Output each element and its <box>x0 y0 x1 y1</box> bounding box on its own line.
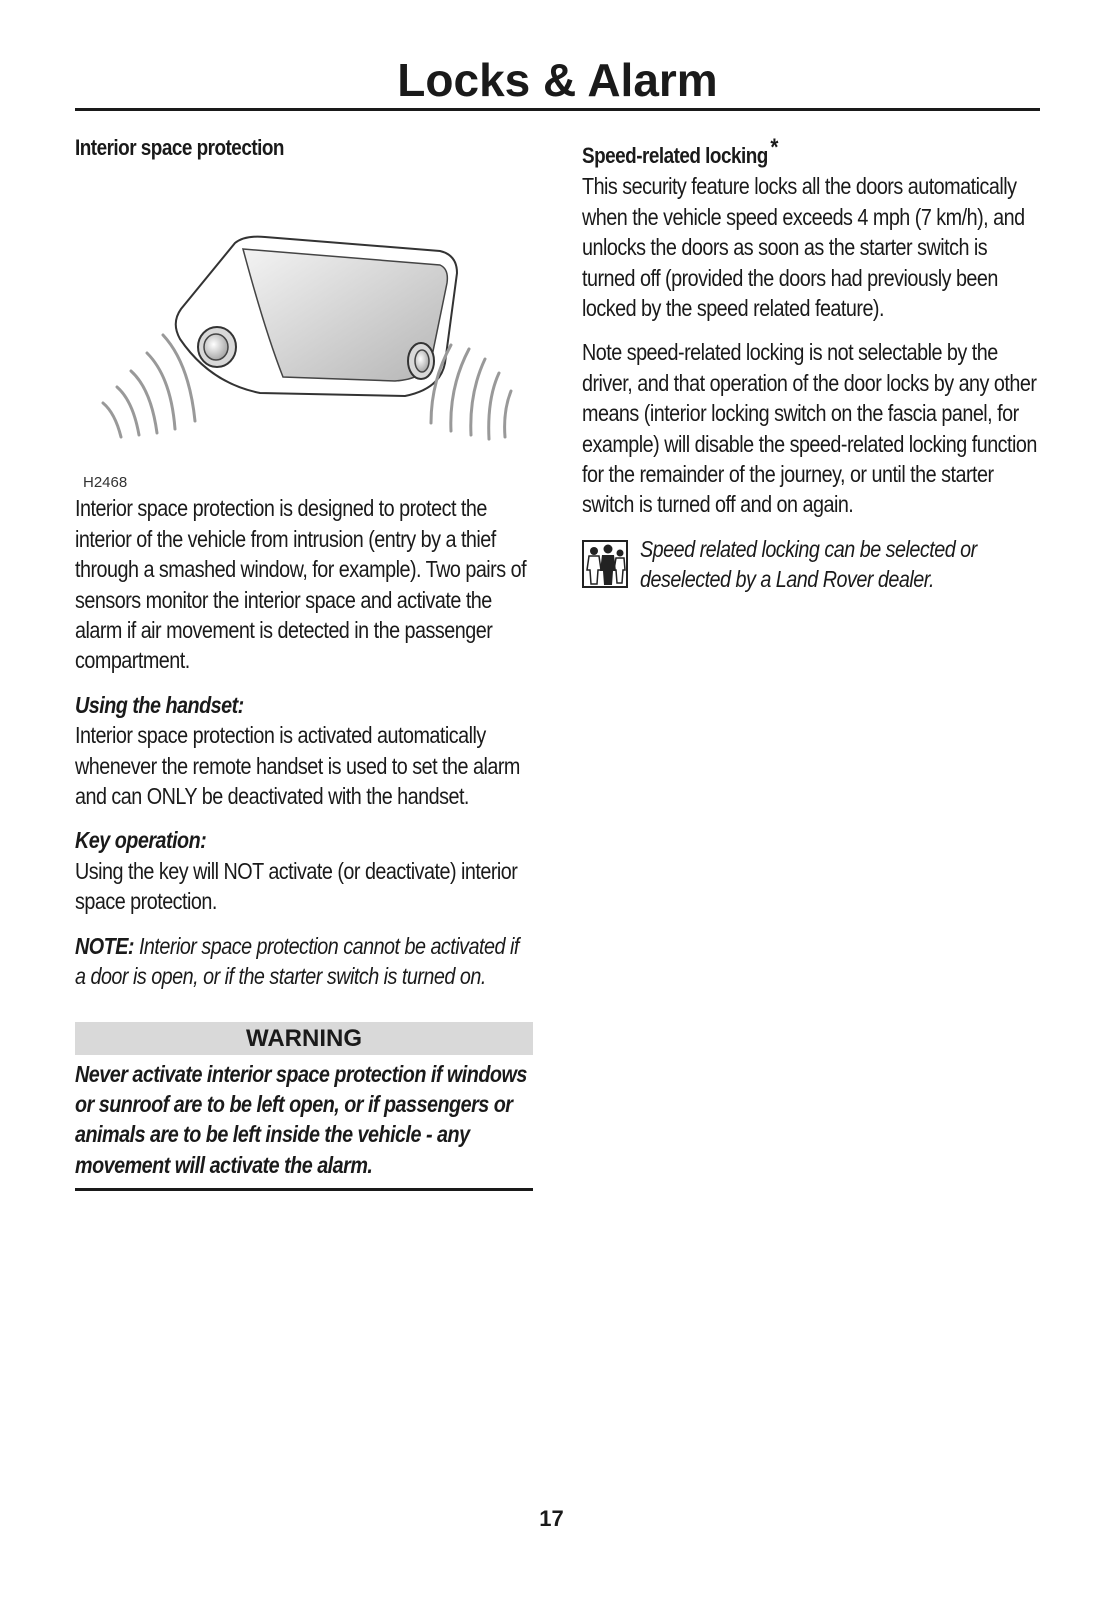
key-operation-paragraph: Using the key will NOT activate (or deactivate) interior space protection. <box>75 857 518 915</box>
title-divider <box>75 108 1040 111</box>
interior-sensor-illustration <box>85 211 525 451</box>
note-paragraph <box>75 931 534 992</box>
sensor-figure <box>75 163 535 493</box>
warning-text: Never activate interior space protection if windows or sunroof are to be left open, or if passengers or animals are to be left inside the vehicle - any movement will activate the alarm. <box>75 1060 527 1178</box>
speed-locking-heading <box>582 133 1041 171</box>
speed-locking-paragraph-2: Note speed-related locking is not selectable by the driver, and that operation of the door locks by any other means (interior locking switch on the fascia panel, for example) will disable the speed-related locking function for the remainder of the journey, or until the starter switch is turned off and on again. <box>582 339 1037 518</box>
dealer-note-text: Speed related locking can be selected or deselected by a Land Rover dealer. <box>640 535 977 593</box>
speed-locking-paragraph-1: This security feature locks all the doors automatically when the vehicle speed exceeds 4 mph (7 km/h), and unlocks the doors as soon as the starter switch is turned off (provided the doors had previously been locked by the speed related feature). <box>582 173 1025 322</box>
page-number: 17 <box>539 1506 564 1531</box>
intro-paragraph: Interior space protection is designed to protect the interior of the vehicle from intrusion (entry by a thief through a smashed window, for example). Two pairs of sensors monitor the interior space and activate the alarm if air movement is detected in the passenger compartment. <box>75 495 527 674</box>
heading-marker: * <box>770 134 778 161</box>
interior-space-heading: Interior space protection <box>75 135 284 160</box>
warning-divider <box>75 1188 533 1191</box>
figure-code: H2468 <box>83 474 128 492</box>
key-operation-heading: Key operation: <box>75 827 207 854</box>
dealer-people-icon <box>582 540 628 588</box>
page-title: Locks & Alarm <box>397 54 718 106</box>
left-column <box>75 133 535 1191</box>
dealer-note <box>582 534 1042 595</box>
note-label: NOTE: <box>75 932 134 959</box>
speed-locking-heading-text: Speed-related locking <box>582 143 768 168</box>
handset-heading: Using the handset: <box>75 691 244 718</box>
handset-paragraph: Interior space protection is activated automatically whenever the remote handset is used to set the alarm and can ONLY be deactivated with the handset. <box>75 722 520 810</box>
warning-banner: WARNING <box>75 1022 533 1055</box>
note-text: Interior space protection cannot be activated if a door is open, or if the starter switch is turned on. <box>75 932 519 990</box>
right-column <box>582 133 1042 595</box>
